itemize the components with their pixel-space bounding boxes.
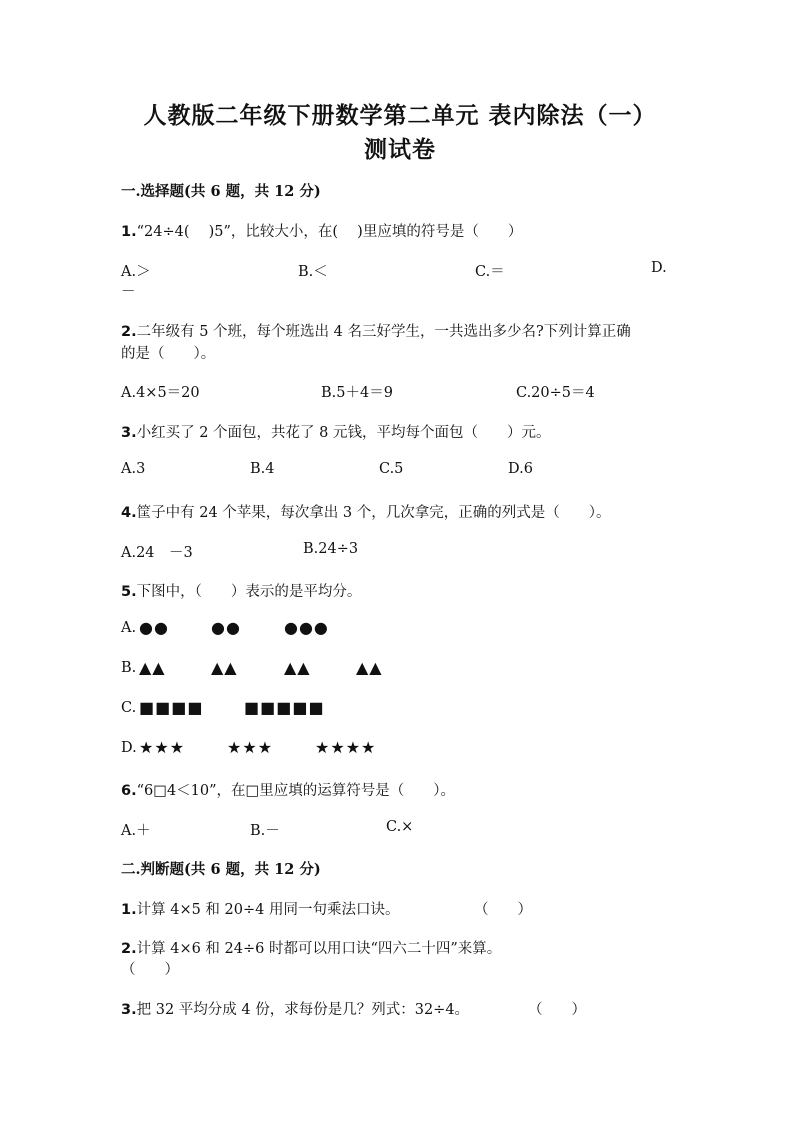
circle-group-2: ●● [211,618,241,637]
q5-option-d[interactable] [121,740,137,756]
question-6 [121,779,455,800]
option-label: A. [121,620,137,636]
triangle-group-2: ▲▲ [211,658,238,677]
circle-group-1: ●● [139,618,169,637]
q1-option-d-value: － [121,284,136,300]
q5-option-b[interactable] [121,660,136,676]
question-number: 4. [121,505,137,521]
question-text: 小红买了 2 个面包，共花了 8 元钱，平均每个面包（ ）元。 [136,425,551,441]
question-text: “6□4＜10”，在□里应填的运算符号是（ ）。 [136,783,455,799]
q3-option-d[interactable]: D.6 [508,461,533,477]
question-3 [121,421,551,442]
circle-group-3: ●●● [284,618,329,637]
question-number: 3. [121,1002,137,1018]
question-5 [121,580,361,601]
question-4 [121,501,610,522]
question-text: 下图中，（ ）表示的是平均分。 [136,584,362,600]
option-label: B. [121,660,137,676]
question-2-continued: 的是（ ）。 [121,346,216,362]
q6-option-c[interactable]: C.× [386,819,414,835]
q4-option-b[interactable]: B.24÷3 [303,541,359,557]
option-label: C. [121,700,137,716]
question-text: 计算 4×5 和 20÷4 用同一句乘法口诀。 [136,902,400,918]
question-text: 把 32 平均分成 4 份，求每份是几？列式：32÷4。 [136,1002,470,1018]
star-group-3: ★★★★ [315,738,377,757]
q3-option-b[interactable]: B.4 [250,461,275,477]
q1-option-c[interactable]: C.＝ [475,264,505,280]
triangle-group-1: ▲▲ [139,658,166,677]
question-number: 2. [121,941,137,957]
question-number: 1. [121,902,137,918]
option-label: D. [121,740,137,756]
judgment-1-answer-bracket[interactable]: （ ） [474,902,532,918]
judgment-1 [121,898,399,919]
judgment-2 [121,937,501,958]
star-group-1: ★★★ [139,738,186,757]
q3-option-a[interactable]: A.3 [121,461,146,477]
question-number: 1. [121,224,137,240]
triangle-group-3: ▲▲ [284,658,311,677]
q5-option-c[interactable] [121,700,136,716]
q1-option-a[interactable]: A.＞ [121,264,151,280]
judgment-3-answer-bracket[interactable]: （ ） [528,1002,586,1018]
title-line-1: 人教版二年级下册数学第二单元 表内除法（一） [143,102,657,129]
question-number: 2. [121,324,137,340]
q5-option-a[interactable] [121,620,136,636]
q6-option-b[interactable]: B.－ [250,823,280,839]
q1-option-b[interactable]: B.＜ [298,264,328,280]
q4-option-a[interactable]: A.24 －3 [121,545,193,561]
question-number: 5. [121,584,137,600]
question-text: 二年级有 5 个班，每个班选出 4 名三好学生，一共选出多少名?下列计算正确 [136,324,631,340]
star-group-2: ★★★ [227,738,274,757]
q1-option-d[interactable]: D. [651,260,667,276]
question-text: “24÷4( )5”，比较大小，在( )里应填的符号是（ ） [136,224,523,240]
q2-option-b[interactable]: B.5＋4＝9 [321,385,393,401]
question-number: 6. [121,783,137,799]
question-2 [121,320,631,341]
section-2-heading: 二.判断题(共 6 题，共 12 分) [121,861,321,878]
judgment-2-answer-bracket[interactable]: （ ） [121,962,179,978]
question-number: 3. [121,425,137,441]
q2-option-a[interactable]: A.4×5＝20 [121,385,200,401]
triangle-group-4: ▲▲ [356,658,383,677]
square-group-1: ■■■■ [139,698,204,717]
question-text: 筐子中有 24 个苹果，每次拿出 3 个，几次拿完，正确的列式是（ ）。 [136,505,611,521]
q2-option-c[interactable]: C.20÷5＝4 [516,385,595,401]
question-1 [121,220,522,241]
judgment-3 [121,998,469,1019]
q3-option-c[interactable]: C.5 [379,461,404,477]
q6-option-a[interactable]: A.＋ [121,823,151,839]
title-line-2: 测试卷 [364,136,436,163]
section-1-heading: 一.选择题(共 6 题，共 12 分) [121,183,321,200]
square-group-2: ■■■■■ [244,698,325,717]
question-text: 计算 4×6 和 24÷6 时都可以用口诀“四六二十四”来算。 [136,941,502,957]
